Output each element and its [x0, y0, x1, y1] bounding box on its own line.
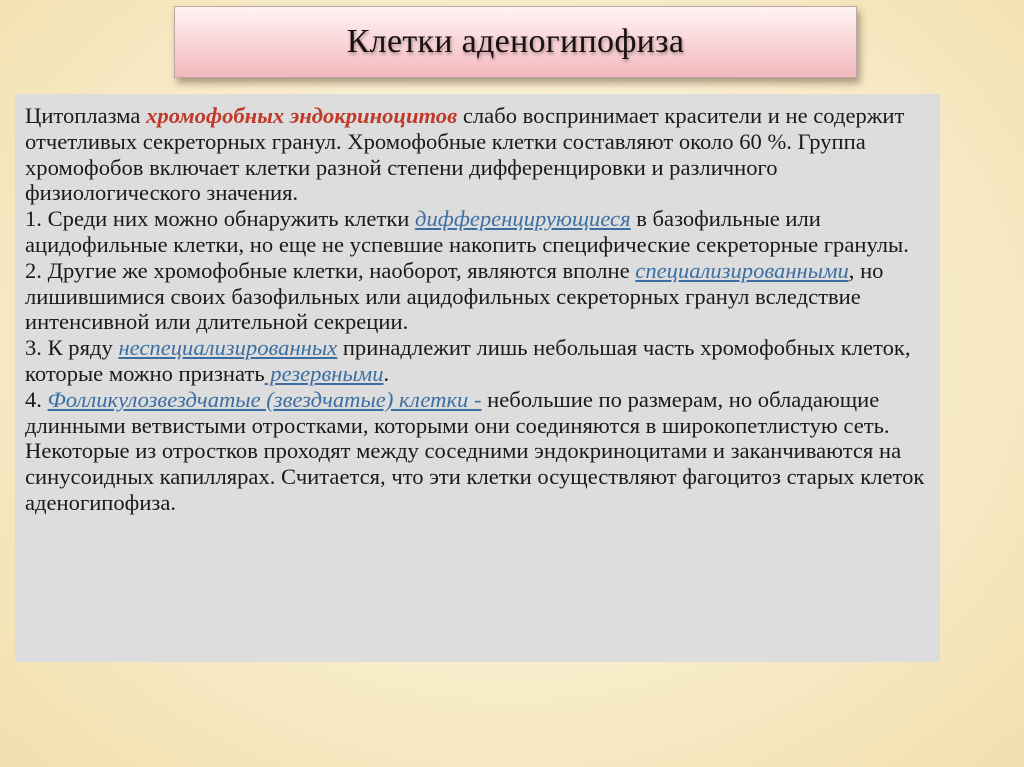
- item-3-middle: принадлежит лишь небольшая часть хромофобных клеток, которые можно признать: [25, 335, 911, 386]
- item-4-lead: 4.: [25, 386, 48, 412]
- item-3-rest: .: [383, 360, 390, 386]
- item-2: [25, 258, 930, 335]
- item-3: [25, 335, 930, 387]
- item-3-term2-link[interactable]: резервными: [264, 360, 384, 386]
- title-box: [174, 6, 857, 78]
- slide-title: Клетки аденогипофиза: [346, 23, 685, 60]
- item-3-lead: 3. К ряду: [25, 335, 119, 361]
- item-1-term-link[interactable]: дифференцирующиеся: [415, 206, 631, 232]
- item-1-rest: в базофильные или ацидофильные клетки, но еще не успевшие накопить специфические секреторные гранулы.: [25, 206, 909, 257]
- item-4-term-link[interactable]: Фолликулозвездчатые (звездчатые) клетки -: [47, 386, 482, 412]
- item-4-rest: небольшие по размерам, но обладающие длинными ветвистыми отростками, которыми они соединяются в широкопетлистую сеть. Некоторые из отростков проходят между соседними эндокриноцитами и заканчиваются на синусоидных капиллярах. Считается, что эти клетки осуществляют фагоцитоз старых клеток аденогипофиза.: [25, 386, 925, 515]
- item-2-lead: 2. Другие же хромофобные клетки, наоборот, являются вполне: [25, 257, 636, 283]
- intro-rest: слабо воспринимает красители и не содержит отчетливых секреторных гранул. Хромофобные клетки составляют около 60 %. Группа хромофобов включает клетки разной степени дифференцировки и различного физиологического значения.: [25, 103, 905, 206]
- content-text: [25, 103, 930, 516]
- item-2-rest: , но лишившимися своих базофильных или ацидофильных секреторных гранул вследствие интенсивной или длительной секреции.: [25, 257, 884, 335]
- intro-lead: Цитоплазма: [25, 103, 147, 128]
- content-box: [15, 94, 940, 662]
- item-4: [25, 387, 930, 516]
- item-1-lead: 1. Среди них можно обнаружить клетки: [25, 206, 416, 232]
- item-2-term-link[interactable]: специализированными: [635, 257, 849, 283]
- item-3-term-link[interactable]: неспециализированных: [118, 335, 338, 361]
- intro-paragraph: [25, 103, 930, 206]
- intro-highlight: хромофобных эндокриноцитов: [146, 103, 458, 128]
- item-1: [25, 206, 930, 258]
